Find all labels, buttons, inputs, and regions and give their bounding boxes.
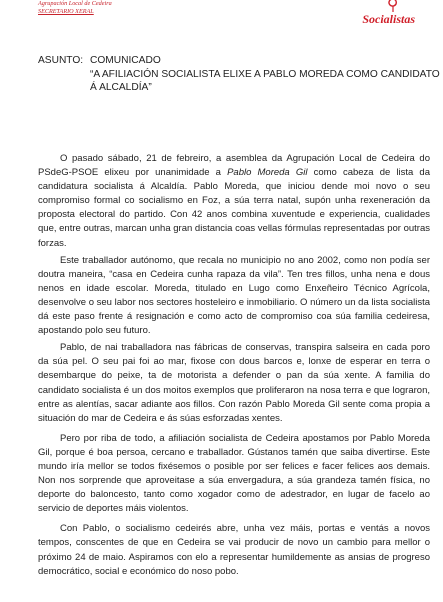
socialistas-logo: Socialistas: [362, 12, 415, 26]
candidate-name: Pablo Moreda Gil: [227, 167, 308, 179]
letterhead-line-2: SECRETARIO XERAL: [38, 8, 94, 15]
letterhead-line-1: Agrupación Local de Cedeira: [38, 0, 112, 7]
rose-logo-icon: [381, 0, 405, 12]
paragraph-2-text: Este traballador autónomo, que recala no municipio no ano 2002, como non podía ser doutra maneira, “casa en Cedeira cunha rapaza da vila”. Ten tres fillos, unha nena e dous nenos en idade escolar. Moreda, titulado en Lugo como Enxeñeiro Técnico Agrícola, desenvolve o seu labor nos sectores hosteleiro e inmobiliario. O número un da lista socialista dá este paso frente á resignación e como acto de compromiso coa súa familia cedeiresa, apostando polo seu futuro.: [38, 254, 430, 337]
paragraph-5: [38, 522, 430, 578]
paragraph-4-text: Pero por riba de todo, a afiliación socialista de Cedeira apostamos por Pablo Moreda Gil, porque é boa persoa, cercano e traballador. Gústanos tamén que saiba divertirse. Este mundo iría mellor se todos fixésemos o posible por ser felices e facer felices aos demais. Non nos sorprende que aproveitase a súa envergadura, a súa grandeza tamén física, no deporte do baloncesto, tanto como xogador como de adestrador, en lugar de facelo ao servicio de deportes máis violentos.: [38, 432, 430, 515]
paragraph-4: [38, 432, 430, 517]
paragraph-1: [38, 152, 430, 251]
paragraph-5-text: Con Pablo, o socialismo cedeirés abre, unha vez máis, portas e ventás a novos tempos, conscentes de que en Cedeira se vai producir de novo un cambio para mellor o próximo 24 de maio. Aspiramos con elo a representar humildemente as ansias de progreso democrático, social e económico do noso pobo.: [38, 523, 430, 577]
subject-text: [90, 54, 440, 95]
subject-label: ASUNTO:: [38, 55, 84, 66]
letterhead-organization: [38, 0, 112, 16]
subject-headline: “A AFILIACIÓN SOCIALISTA ELIXE A PABLO MOREDA COMO CANDIDATO Á ALCALDÍA”: [90, 68, 440, 93]
document-body: [38, 152, 430, 582]
paragraph-1-text: O pasado sábado, 21 de febreiro, a asemblea da Agrupación Local de Cedeira do PSdeG-PSOE elixeu por unanimidade a: [38, 153, 430, 179]
paragraph-3-text: Pablo, de nai traballadora nas fábricas de conservas, transpira salseira en cada poro da súa pel. O seu pai foi ao mar, fixose con dous barcos e, lonxe de esperar en terra o desembarque do peixe, ta de motorista a defender o pan da súa xente. A familia do candidato socialista é un dos moitos exemplos que proliferaron na nosa terra e que lograron, entre as alentías, sacar adiante aos fillos. Con razón Pablo Moreda Gil sente coma propia a situación do mar de Cedeira e ás súas esforzadas xentes.: [38, 342, 430, 424]
subject-type: COMUNICADO: [90, 55, 161, 66]
paragraph-3: [38, 341, 430, 426]
paragraph-1-text-cont: como cabeza de lista da candidatura socialista á Alcaldía. Pablo Moreda, que iniciou dende moi novo o seu compromiso formal co socialismo en Foz, a súa terra natal, supón unha rexeneración da proposta electoral do partido. Con 42 anos combina xuventude e experiencia, cualidades que, entre outras, marcan unha gran distancia coas vellas fórmulas representadas por outras forzas.: [38, 167, 430, 249]
paragraph-2: [38, 254, 430, 339]
